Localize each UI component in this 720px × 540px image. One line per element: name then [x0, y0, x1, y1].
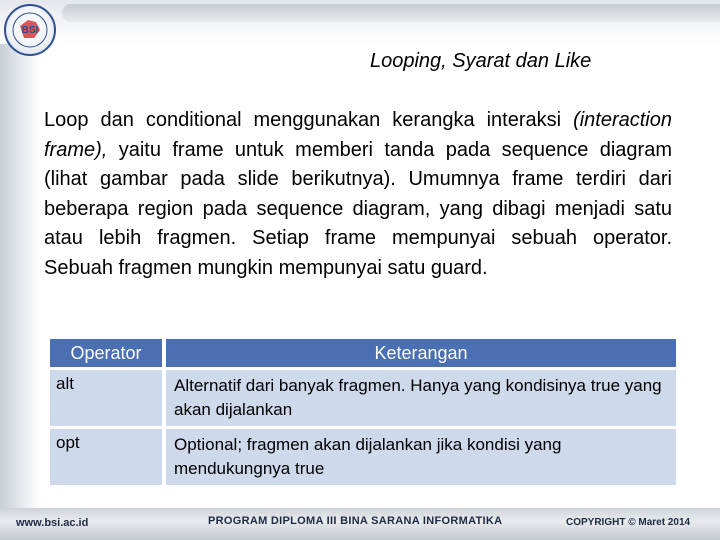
keterangan-cell: Alternatif dari banyak fragmen. Hanya yang kondisinya true yang akan dijalankan	[166, 367, 676, 426]
body-text-italic: (interaction frame),	[44, 109, 672, 161]
slide-title: Looping, Syarat dan Like	[370, 50, 592, 72]
table-header-row	[50, 339, 676, 367]
table-row	[50, 367, 676, 426]
bsi-logo-icon	[4, 4, 56, 56]
header-bar	[62, 4, 720, 22]
operator-table	[50, 339, 676, 485]
operator-cell: alt	[50, 367, 166, 426]
left-decorative-strip	[0, 0, 40, 540]
column-header-keterangan: Keterangan	[166, 339, 676, 367]
footer-copyright: COPYRIGHT © Maret 2014	[566, 517, 691, 528]
svg-text:BSI: BSI	[21, 25, 39, 36]
header-band	[0, 0, 720, 44]
table-row	[50, 426, 676, 485]
footer-bar	[0, 508, 720, 540]
body-text-part: Loop dan conditional menggunakan kerangka interaksi	[44, 109, 574, 131]
operator-cell: opt	[50, 426, 166, 485]
footer-program: PROGRAM DIPLOMA III BINA SARANA INFORMATIKA	[208, 515, 503, 527]
column-header-operator: Operator	[50, 339, 166, 367]
body-paragraph	[44, 106, 672, 283]
body-text-part: yaitu frame untuk memberi tanda pada sequence diagram (lihat gambar pada slide berikutnya). Umumnya frame terdiri dari beberapa region pada sequence diagram, yang dibagi menjadi satu atau lebih fragmen. Setiap frame mempunyai sebuah operator. Sebuah fragmen mungkin mempunyai satu guard.	[44, 138, 672, 279]
keterangan-cell: Optional; fragmen akan dijalankan jika kondisi yang mendukungnya true	[166, 426, 676, 485]
footer-url: www.bsi.ac.id	[16, 517, 89, 529]
